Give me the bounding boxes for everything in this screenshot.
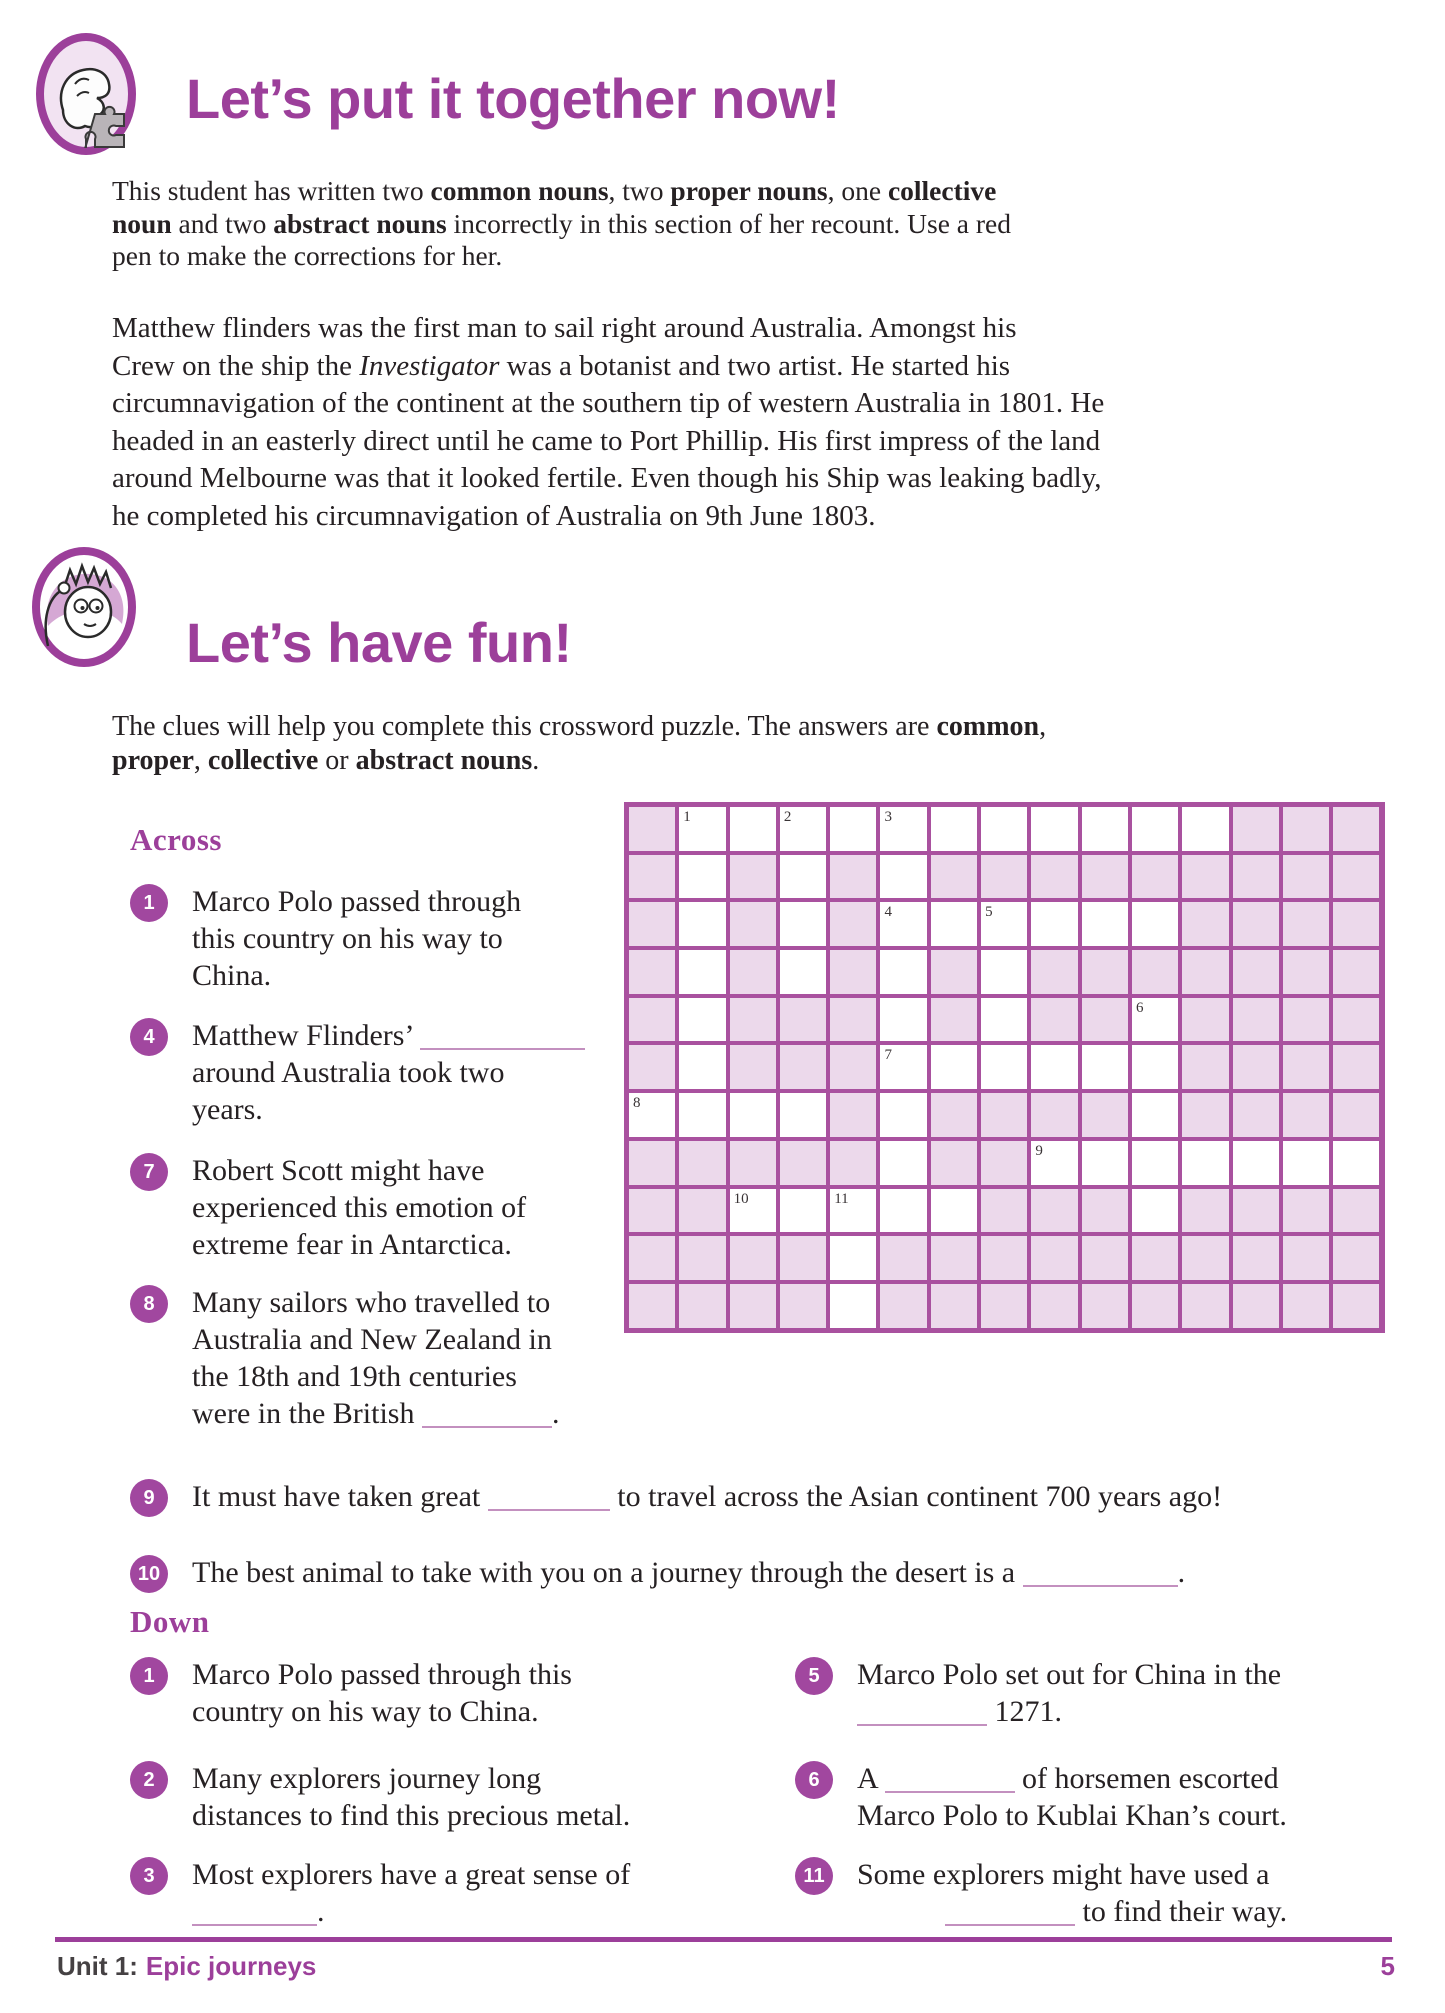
text-segment: . — [551, 1397, 560, 1430]
grid-cell — [629, 855, 675, 899]
clue-number-badge: 10 — [130, 1555, 168, 1593]
grid-cell — [931, 855, 977, 899]
clue-text — [857, 1656, 1445, 1730]
grid-cell — [1031, 950, 1077, 994]
grid-cell — [880, 1093, 926, 1137]
grid-cell — [1031, 1284, 1077, 1328]
grid-cell — [780, 855, 826, 899]
text-segment: the 18th and 19th centuries — [192, 1360, 517, 1393]
grid-cell — [981, 902, 1027, 946]
grid-cell — [1233, 1045, 1279, 1089]
grid-cell — [730, 950, 776, 994]
grid-cell — [780, 807, 826, 851]
text-segment: experienced this emotion of — [192, 1191, 527, 1224]
text-segment: A — [857, 1762, 885, 1795]
grid-cell — [679, 902, 725, 946]
grid-cell — [679, 1284, 725, 1328]
grid-cell — [780, 1093, 826, 1137]
text-segment: collective — [887, 175, 997, 206]
clue-number-badge: 4 — [130, 1018, 168, 1056]
grid-cell — [1132, 1141, 1178, 1185]
grid-cell — [730, 1141, 776, 1185]
text-segment: Marco Polo set out for China in the — [857, 1658, 1282, 1691]
grid-cell — [1132, 1284, 1178, 1328]
grid-cell — [830, 1141, 876, 1185]
answer-blank — [885, 1783, 1015, 1793]
grid-cell — [730, 1236, 776, 1280]
grid-cell — [1132, 1189, 1178, 1233]
grid-cell — [931, 950, 977, 994]
grid-cell — [1283, 1141, 1329, 1185]
grid-cell — [1233, 1141, 1279, 1185]
grid-cell — [679, 1236, 725, 1280]
grid-cell — [1233, 1189, 1279, 1233]
grid-cell — [1233, 902, 1279, 946]
grid-cell — [931, 1045, 977, 1089]
grid-cell — [1031, 998, 1077, 1042]
grid-cell — [931, 807, 977, 851]
grid-cell — [730, 1189, 776, 1233]
grid-cell — [1182, 1236, 1228, 1280]
grid-cell — [830, 807, 876, 851]
grid-cell — [1333, 950, 1379, 994]
text-segment: distances to find this precious metal. — [192, 1799, 631, 1832]
text-segment: . — [317, 1895, 325, 1928]
answer-blank — [422, 1418, 552, 1428]
grid-cell — [830, 1236, 876, 1280]
grid-cell — [880, 1189, 926, 1233]
grid-cell — [1132, 807, 1178, 851]
grid-cell — [1082, 1045, 1128, 1089]
puzzle-hand-icon — [33, 30, 141, 162]
text-segment: This student has written two — [112, 175, 431, 206]
grid-cell — [981, 1284, 1027, 1328]
grid-cell — [1031, 1093, 1077, 1137]
grid-cell — [679, 855, 725, 899]
grid-cell — [730, 807, 776, 851]
grid-cell — [880, 998, 926, 1042]
grid-cell — [1333, 1236, 1379, 1280]
grid-cell — [981, 998, 1027, 1042]
footer-unit — [57, 1951, 316, 1982]
text-segment: Marco Polo to Kublai Khan’s court. — [857, 1799, 1287, 1832]
footer-rule — [55, 1937, 1392, 1942]
grid-cell — [780, 950, 826, 994]
grid-cell — [780, 1141, 826, 1185]
grid-cell — [830, 1284, 876, 1328]
text-segment: he completed his circumnavigation of Australia on 9th June 1803. — [112, 499, 876, 532]
grid-cell — [1182, 1093, 1228, 1137]
grid-cell-number: 10 — [733, 1190, 749, 1207]
grid-cell — [1333, 1284, 1379, 1328]
grid-cell — [629, 998, 675, 1042]
grid-cell — [981, 1189, 1027, 1233]
grid-cell — [880, 855, 926, 899]
text-segment: . — [532, 744, 540, 776]
grid-cell — [1283, 1189, 1329, 1233]
text-segment: Matthew flinders was the first man to sail right around Australia. Amongst his — [112, 312, 1017, 344]
text-segment: country on his way to China. — [192, 1695, 539, 1728]
text-segment: around Australia took two — [192, 1056, 505, 1089]
grid-cell — [1283, 1284, 1329, 1328]
grid-cell — [679, 950, 725, 994]
grid-cell — [1333, 1045, 1379, 1089]
text-segment: , — [193, 744, 208, 776]
clue-text — [857, 1856, 1445, 1930]
grid-cell — [1132, 1045, 1178, 1089]
grid-cell — [629, 1284, 675, 1328]
text-segment: years. — [192, 1093, 263, 1126]
grid-cell — [1333, 998, 1379, 1042]
grid-cell — [1333, 1189, 1379, 1233]
grid-cell-number: 1 — [683, 809, 691, 825]
text-segment: Investigator — [359, 349, 500, 382]
clue-number-badge: 11 — [795, 1857, 833, 1895]
text-segment: to travel across the Asian continent 700 years ago! — [609, 1480, 1223, 1513]
text-segment: Australia and New Zealand in — [192, 1323, 552, 1356]
grid-cell-number: 3 — [884, 809, 892, 825]
grid-cell — [1333, 807, 1379, 851]
text-segment: Many explorers journey long — [192, 1762, 542, 1795]
across-clue-1 — [130, 883, 632, 994]
clue-number-badge: 1 — [130, 884, 168, 922]
grid-cell-number: 6 — [1135, 999, 1144, 1016]
text-segment: 1271. — [987, 1695, 1062, 1728]
grid-cell — [1132, 1093, 1178, 1137]
text-segment: Many sailors who travelled to — [192, 1286, 551, 1319]
answer-blank — [192, 1916, 317, 1926]
down-clue-5 — [795, 1656, 1445, 1730]
clue-number-badge: 5 — [795, 1657, 833, 1695]
clue-text — [192, 1760, 792, 1834]
grid-cell — [981, 1141, 1027, 1185]
grid-cell — [981, 855, 1027, 899]
down-clue-2 — [130, 1760, 792, 1834]
grid-cell — [679, 1189, 725, 1233]
grid-cell — [1182, 807, 1228, 851]
text-segment: , two — [608, 175, 671, 206]
grid-cell — [679, 1093, 725, 1137]
grid-cell — [931, 1189, 977, 1233]
down-clue-1 — [130, 1656, 792, 1730]
clue-number-badge: 3 — [130, 1857, 168, 1895]
across-clue-7 — [130, 1152, 632, 1263]
footer-unit-label: Unit 1: — [57, 1951, 138, 1981]
thinking-boy-icon — [28, 546, 140, 670]
clue-text — [192, 1017, 632, 1128]
grid-cell — [1082, 1236, 1128, 1280]
text-segment: extreme fear in Antarctica. — [192, 1228, 512, 1261]
grid-cell — [730, 1284, 776, 1328]
clue-text — [192, 1554, 1445, 1591]
grid-cell — [1333, 1093, 1379, 1137]
text-segment: was a botanist and two artist. He started his — [499, 349, 1011, 382]
student-recount-passage — [112, 310, 1292, 535]
indent-spacer — [857, 1919, 945, 1921]
grid-cell — [1182, 998, 1228, 1042]
across-clue-8 — [130, 1284, 632, 1432]
grid-cell — [1031, 1045, 1077, 1089]
text-segment: headed in an easterly direct until he came to Port Phillip. His first impress of the land — [112, 424, 1101, 457]
answer-blank — [1023, 1577, 1178, 1587]
text-segment: , — [1039, 711, 1047, 742]
grid-cell-number: 9 — [1035, 1142, 1043, 1159]
text-segment: proper — [112, 744, 194, 776]
grid-cell — [1031, 807, 1077, 851]
grid-cell — [1132, 855, 1178, 899]
grid-cell — [1283, 1236, 1329, 1280]
grid-cell-number: 4 — [884, 904, 892, 921]
grid-cell — [1233, 950, 1279, 994]
instructions-paragraph-1 — [112, 175, 1202, 273]
grid-cell — [629, 1236, 675, 1280]
grid-cell — [1283, 950, 1329, 994]
grid-cell — [679, 1045, 725, 1089]
grid-cell — [780, 1189, 826, 1233]
clue-number-badge: 6 — [795, 1761, 833, 1799]
text-segment: this country on his way to — [192, 922, 503, 955]
grid-cell — [629, 902, 675, 946]
text-segment: Most explorers have a great sense of — [192, 1858, 631, 1891]
text-segment: noun — [112, 207, 172, 239]
page-number: 5 — [1380, 1951, 1395, 1981]
grid-cell — [880, 950, 926, 994]
answer-blank — [857, 1716, 987, 1726]
grid-cell — [981, 1045, 1027, 1089]
section-title-have-fun: Let’s have fun! — [186, 611, 572, 674]
grid-cell — [1082, 1093, 1128, 1137]
text-segment: Some explorers might have used a — [857, 1858, 1270, 1891]
grid-cell — [730, 855, 776, 899]
text-segment: Marco Polo passed through — [192, 885, 522, 918]
grid-cell — [981, 1093, 1027, 1137]
grid-cell — [1082, 902, 1128, 946]
grid-cell — [830, 1045, 876, 1089]
clue-number-badge: 7 — [130, 1153, 168, 1191]
grid-cell — [1031, 902, 1077, 946]
clue-number-badge: 8 — [130, 1285, 168, 1323]
text-segment: Robert Scott might have — [192, 1154, 485, 1187]
text-segment: China. — [192, 959, 272, 992]
grid-cell — [880, 807, 926, 851]
across-heading: Across — [130, 822, 222, 857]
clue-text — [857, 1760, 1445, 1834]
grid-cell — [1233, 1284, 1279, 1328]
clue-number-badge: 9 — [130, 1479, 168, 1517]
grid-cell — [629, 950, 675, 994]
grid-cell — [931, 998, 977, 1042]
grid-cell — [730, 1093, 776, 1137]
grid-cell — [931, 1141, 977, 1185]
text-segment: It must have taken great — [192, 1480, 488, 1513]
text-segment: The clues will help you complete this crossword puzzle. The answers are — [112, 711, 937, 742]
grid-cell — [1283, 1093, 1329, 1137]
down-clue-11 — [795, 1856, 1445, 1930]
text-segment: The best animal to take with you on a journey through the desert is a — [192, 1556, 1023, 1589]
grid-cell-number: 2 — [783, 809, 792, 825]
grid-cell — [830, 902, 876, 946]
grid-cell — [1182, 1045, 1228, 1089]
grid-cell — [981, 950, 1027, 994]
grid-cell — [679, 1141, 725, 1185]
across-clue-4 — [130, 1017, 632, 1128]
clue-text — [192, 1152, 632, 1263]
grid-cell — [931, 902, 977, 946]
grid-cell — [830, 1189, 876, 1233]
grid-cell — [1233, 1093, 1279, 1137]
answer-blank — [420, 1040, 585, 1050]
text-segment: Matthew Flinders’ — [192, 1019, 420, 1052]
grid-cell — [1283, 998, 1329, 1042]
grid-cell — [1233, 998, 1279, 1042]
grid-cell — [629, 1093, 675, 1137]
grid-cell — [1283, 902, 1329, 946]
section-title-put-it-together: Let’s put it together now! — [186, 67, 840, 130]
answer-blank — [945, 1916, 1075, 1926]
grid-cell — [1333, 855, 1379, 899]
grid-cell — [880, 1141, 926, 1185]
grid-cell — [1082, 855, 1128, 899]
grid-cell — [1182, 1189, 1228, 1233]
grid-cell — [629, 807, 675, 851]
grid-cell — [1182, 950, 1228, 994]
text-segment: common nouns — [430, 175, 609, 206]
grid-cell — [730, 902, 776, 946]
text-segment: incorrectly in this section of her recount. Use a red — [446, 207, 1011, 239]
text-segment: common — [936, 711, 1040, 742]
grid-cell — [1082, 1189, 1128, 1233]
clue-text — [192, 1478, 1445, 1515]
crossword-grid — [624, 802, 1385, 1333]
grid-cell — [1233, 1236, 1279, 1280]
grid-cell — [1082, 950, 1128, 994]
grid-cell — [730, 998, 776, 1042]
clue-text — [192, 883, 632, 994]
grid-cell — [1132, 998, 1178, 1042]
grid-cell — [1283, 855, 1329, 899]
text-segment: circumnavigation of the continent at the southern tip of western Australia in 1801. He — [112, 387, 1105, 419]
text-segment: of horsemen escorted — [1014, 1762, 1279, 1795]
grid-cell — [780, 1284, 826, 1328]
down-clue-6 — [795, 1760, 1445, 1834]
grid-cell — [780, 1236, 826, 1280]
down-clue-3 — [130, 1856, 792, 1930]
grid-cell — [1233, 855, 1279, 899]
grid-cell-number: 7 — [884, 1047, 892, 1064]
crossword-instructions — [112, 710, 1202, 777]
grid-cell — [931, 1093, 977, 1137]
grid-cell — [830, 998, 876, 1042]
grid-cell-number: 11 — [834, 1190, 849, 1207]
grid-cell — [1182, 902, 1228, 946]
grid-cell — [1031, 1189, 1077, 1233]
grid-cell — [880, 1236, 926, 1280]
grid-cell — [830, 1093, 876, 1137]
grid-cell — [679, 807, 725, 851]
text-segment: around Melbourne was that it looked fertile. Even though his Ship was leaking badly, — [112, 462, 1102, 494]
grid-cell — [1082, 807, 1128, 851]
grid-cell-number: 8 — [633, 1095, 641, 1112]
grid-cell — [1182, 1141, 1228, 1185]
answer-blank — [488, 1501, 610, 1511]
grid-cell — [629, 1189, 675, 1233]
grid-cell — [830, 855, 876, 899]
grid-cell — [1283, 1045, 1329, 1089]
grid-cell — [830, 950, 876, 994]
grid-cell — [780, 902, 826, 946]
text-segment: collective — [207, 744, 319, 776]
grid-cell — [629, 1045, 675, 1089]
down-heading: Down — [130, 1604, 210, 1639]
grid-cell — [679, 998, 725, 1042]
clue-text — [192, 1284, 632, 1432]
grid-cell — [981, 807, 1027, 851]
text-segment: , one — [827, 175, 888, 206]
across-clue-10 — [130, 1554, 1445, 1591]
text-segment: Crew on the ship the — [112, 349, 360, 382]
grid-cell — [1333, 902, 1379, 946]
text-segment: Marco Polo passed through this — [192, 1658, 572, 1691]
grid-cell — [1283, 807, 1329, 851]
grid-cell — [1082, 1141, 1128, 1185]
grid-cell — [981, 1236, 1027, 1280]
grid-cell — [780, 1045, 826, 1089]
footer-unit-title: Epic journeys — [145, 1951, 317, 1981]
grid-cell — [880, 1045, 926, 1089]
grid-cell — [1233, 807, 1279, 851]
grid-cell — [931, 1236, 977, 1280]
grid-cell — [1182, 1284, 1228, 1328]
grid-cell — [1031, 1236, 1077, 1280]
text-segment: and two — [171, 207, 274, 239]
clue-text — [192, 1856, 792, 1930]
grid-cell — [880, 1284, 926, 1328]
across-clue-9 — [130, 1478, 1445, 1515]
grid-cell — [1333, 1141, 1379, 1185]
grid-cell — [730, 1045, 776, 1089]
grid-cell — [931, 1284, 977, 1328]
grid-cell — [1182, 855, 1228, 899]
grid-cell-number: 5 — [985, 904, 993, 921]
text-segment: . — [1177, 1556, 1186, 1589]
grid-cell — [780, 998, 826, 1042]
grid-cell — [1132, 1236, 1178, 1280]
text-segment: pen to make the corrections for her. — [112, 240, 503, 271]
text-segment: abstract nouns — [355, 744, 533, 776]
text-segment: were in the British — [192, 1397, 422, 1430]
clue-text — [192, 1656, 792, 1730]
grid-cell — [1031, 855, 1077, 899]
grid-cell — [1132, 902, 1178, 946]
text-segment: proper nouns — [670, 175, 828, 206]
grid-cell — [629, 1141, 675, 1185]
grid-cell — [1031, 1141, 1077, 1185]
grid-cell — [1132, 950, 1178, 994]
grid-cell — [880, 902, 926, 946]
text-segment: abstract nouns — [273, 207, 447, 239]
clue-number-badge: 2 — [130, 1761, 168, 1799]
grid-cell — [1082, 1284, 1128, 1328]
text-segment: to find their way. — [1075, 1895, 1288, 1928]
grid-cell — [1082, 998, 1128, 1042]
clue-number-badge: 1 — [130, 1657, 168, 1695]
text-segment: or — [318, 744, 356, 776]
